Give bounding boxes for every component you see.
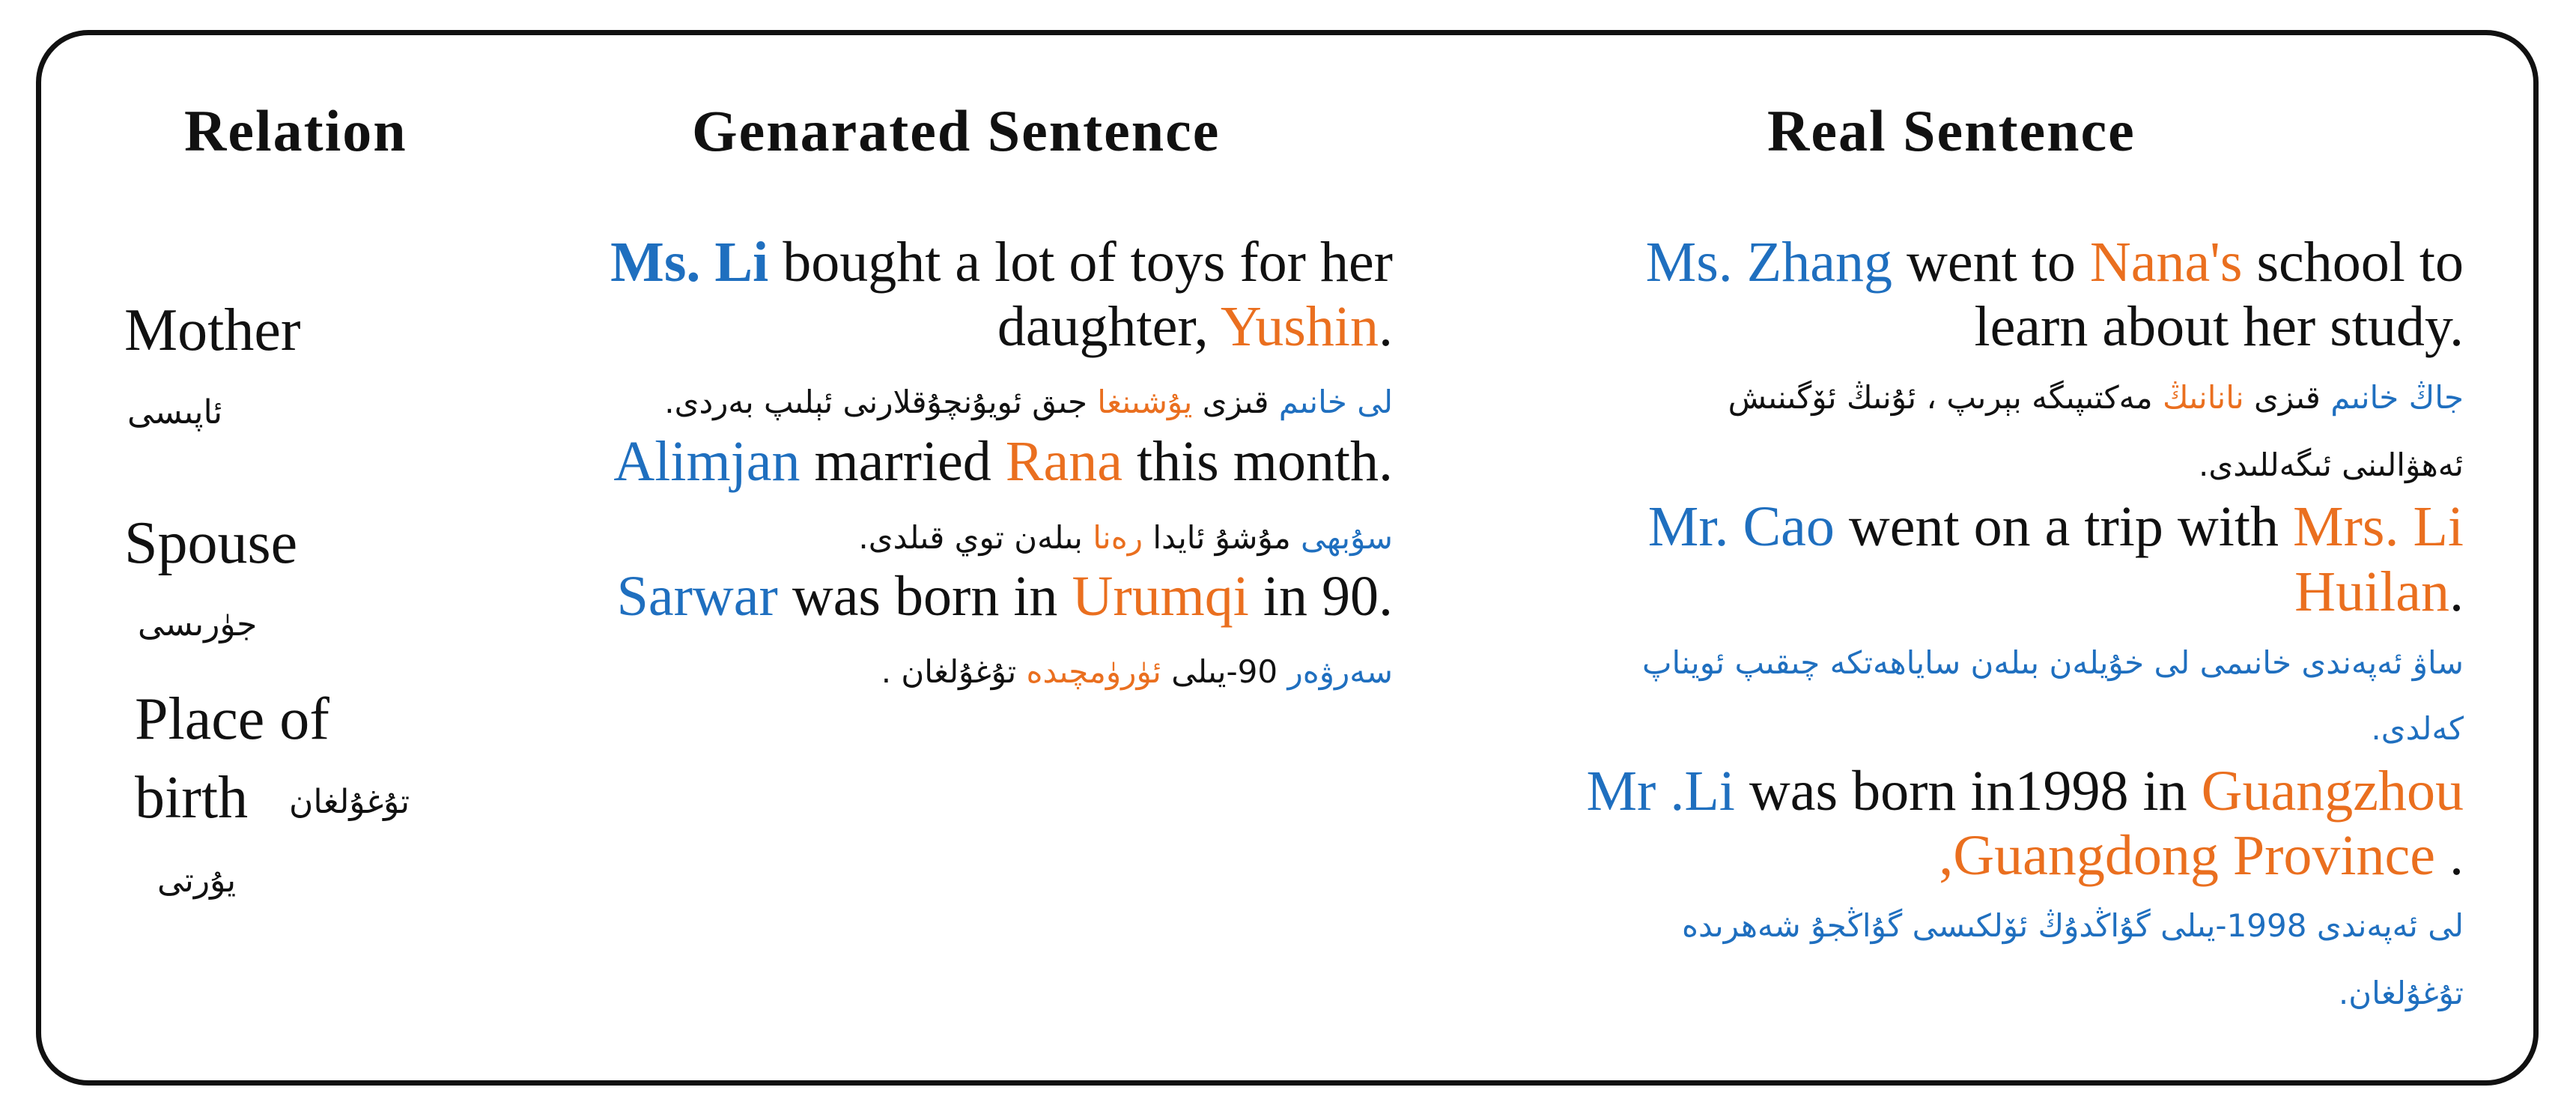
real-spouse-end: . bbox=[2449, 560, 2464, 623]
real-birth-en-line2 bbox=[1939, 824, 2464, 887]
real-birth-ug-line2: تۇغۇلغان. bbox=[2338, 975, 2464, 1011]
relation-mother-en: Mother bbox=[124, 297, 301, 363]
generated-spouse-ug-object: رەنا bbox=[1093, 519, 1143, 556]
generated-spouse-subject: Alimjan bbox=[613, 430, 801, 493]
generated-mother-text2: daughter, bbox=[997, 295, 1221, 358]
real-spouse-object2: Huilan bbox=[2294, 560, 2449, 623]
real-mother-text3: learn about her study. bbox=[1974, 295, 2464, 358]
real-birth-ug-line1: لى ئەپەندى 1998-يىلى گۇاڭدۇڭ ئۆلكىسى گۇاڭجۇ شەھرىدە bbox=[1681, 907, 2464, 944]
generated-mother-ug-text1: قىزى bbox=[1192, 384, 1279, 420]
real-birth-object: Guangzhou bbox=[2201, 760, 2464, 823]
real-spouse-en-line2 bbox=[2294, 560, 2464, 623]
real-mother-object: Nana's bbox=[2089, 231, 2243, 294]
generated-spouse-ug-text2: بىلەن توي قىلدى. bbox=[858, 519, 1093, 556]
generated-birth-text: was born in bbox=[777, 565, 1072, 628]
real-spouse-object: Mrs. Li bbox=[2293, 495, 2464, 558]
generated-mother-ug bbox=[664, 384, 1393, 420]
generated-birth-ug-text1: 90-يىلى bbox=[1161, 653, 1288, 690]
real-mother-subject: Ms. Zhang bbox=[1645, 231, 1892, 294]
relation-mother-ug: ئاپىسى bbox=[127, 393, 223, 432]
relation-birth-en-line1: Place of bbox=[135, 686, 329, 752]
real-birth-subject: Mr .Li bbox=[1586, 760, 1735, 823]
header-generated: Genarated Sentence bbox=[692, 98, 1221, 163]
generated-spouse-text: married bbox=[800, 430, 1006, 493]
generated-spouse-end: this month. bbox=[1122, 430, 1393, 493]
generated-mother-en-line2 bbox=[997, 295, 1393, 358]
real-mother-text1: went to bbox=[1892, 231, 2090, 294]
real-mother-ug-object: نانانىڭ bbox=[2162, 379, 2244, 416]
generated-mother-text: bought a lot of toys for her bbox=[768, 231, 1393, 294]
generated-mother-subject: Ms. Li bbox=[610, 231, 769, 294]
generated-mother-object: Yushin bbox=[1220, 295, 1379, 358]
generated-birth-subject: Sarwar bbox=[616, 565, 778, 628]
generated-birth-ug bbox=[881, 653, 1393, 690]
relation-birth-ug-line1: تۇغۇلغان bbox=[289, 783, 410, 821]
real-mother-ug-subject: جاڭ خانىم bbox=[2330, 379, 2464, 416]
generated-mother-ug-text2: جىق ئويۇنچۇقلارنى ئېلىپ بەردى. bbox=[664, 384, 1098, 420]
real-mother-en-line1 bbox=[1645, 231, 2464, 294]
real-spouse-text: went on a trip with bbox=[1834, 495, 2293, 558]
generated-mother-ug-object: يۇشىنغا bbox=[1097, 384, 1193, 420]
relation-birth-ug-line2: يۇرتى bbox=[157, 862, 237, 900]
header-real: Real Sentence bbox=[1767, 98, 2136, 163]
real-mother-ug-line2 bbox=[2199, 449, 2464, 481]
real-birth-en-line1 bbox=[1586, 760, 2464, 823]
generated-birth-en bbox=[616, 565, 1393, 628]
generated-birth-end: in 90. bbox=[1248, 565, 1393, 628]
real-mother-ug-text3: ئەھۋالىنى ئىگەللىدى. bbox=[2199, 447, 2464, 483]
generated-spouse-en bbox=[613, 430, 1393, 493]
relation-spouse-en: Spouse bbox=[124, 510, 298, 576]
generated-mother-ug-subject: لى خانىم bbox=[1278, 384, 1393, 420]
real-mother-text2: school to bbox=[2242, 231, 2464, 294]
generated-spouse-ug-text1: مۇشۇ ئايدا bbox=[1143, 519, 1301, 556]
real-birth-text: was born in1998 in bbox=[1734, 760, 2202, 823]
generated-birth-ug-text2: تۇغۇلغان . bbox=[881, 653, 1027, 690]
real-spouse-subject: Mr. Cao bbox=[1647, 495, 1835, 558]
real-spouse-ug-line2: كەلدى. bbox=[2371, 710, 2464, 747]
generated-mother-en-line1 bbox=[610, 231, 1393, 294]
relation-birth-en-line2: birth bbox=[135, 765, 249, 831]
generated-mother-end: . bbox=[1379, 295, 1393, 358]
generated-birth-object: Urumqi bbox=[1072, 565, 1249, 628]
real-spouse-ug-line1: ساۋ ئەپەندى خانىمى لى خۇيلەن بىلەن ساياھەتكە چىقىپ ئويناپ bbox=[1642, 644, 2464, 681]
real-spouse-en-line1 bbox=[1647, 495, 2464, 558]
real-mother-ug-text1: قىزى bbox=[2244, 379, 2331, 416]
generated-spouse-object: Rana bbox=[1005, 430, 1123, 493]
generated-spouse-ug-subject: سۇبھى bbox=[1301, 519, 1393, 556]
real-birth-end: . bbox=[2435, 824, 2464, 887]
real-birth-object2: ,Guangdong Province bbox=[1939, 824, 2435, 887]
generated-birth-ug-subject: سەرۋەر bbox=[1287, 653, 1393, 690]
generated-spouse-ug bbox=[858, 519, 1393, 556]
relation-spouse-ug: جۈرىسى bbox=[138, 605, 258, 644]
generated-birth-ug-object: ئۈرۈمچىدە bbox=[1026, 653, 1161, 690]
real-mother-ug-line1 bbox=[1728, 379, 2464, 416]
real-mother-en-line2 bbox=[1974, 295, 2464, 358]
real-mother-ug-text2: مەكتىپىگە بېرىپ ، ئۇنىڭ ئۆگىنىش bbox=[1728, 379, 2163, 416]
header-relation: Relation bbox=[184, 98, 407, 163]
